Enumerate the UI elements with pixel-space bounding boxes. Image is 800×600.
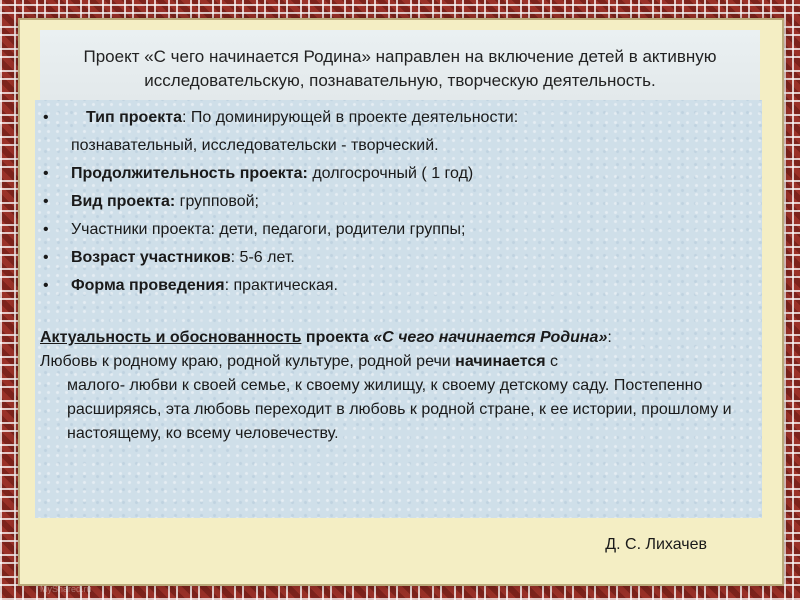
property-label: Возраст участников <box>71 249 231 266</box>
property-value: групповой; <box>175 193 259 210</box>
project-properties-list <box>40 106 762 130</box>
property-label: Вид проекта: <box>71 193 176 210</box>
relevance-underlined: Актуальность и обоснованность <box>40 329 302 346</box>
property-value: Участники проекта: дети, педагоги, родители группы; <box>71 221 466 238</box>
quote-author: Д. С. Лихачев <box>605 536 707 553</box>
property-value: По доминирующей в проекте деятельности: <box>186 109 519 126</box>
list-item-form: • Форма проведения: практическая. <box>40 274 762 298</box>
bullet-icon: • <box>43 249 49 266</box>
property-value: практическая. <box>229 277 338 294</box>
relevance-heading: Актуальность и обоснованность проекта «С чего начинается Родина»: <box>40 329 612 346</box>
project-type-continuation: познавательный, исследовательски - творческий. <box>71 137 439 154</box>
property-label: Форма проведения <box>71 277 225 294</box>
slide-content <box>35 100 762 518</box>
bullet-icon: • <box>43 109 49 126</box>
property-value: 5-6 лет. <box>235 249 295 266</box>
slide-header <box>40 30 760 108</box>
list-item-project-type: • Тип проекта: По доминирующей в проекте деятельности: <box>40 106 762 130</box>
list-item-participants <box>40 218 762 242</box>
header-text: Проект «С чего начинается Родина» направлен на включение детей в активную исследовательскую, познавательную, творческую деятельность. <box>83 47 717 90</box>
property-value: долгосрочный ( 1 год) <box>307 165 474 182</box>
project-properties-list-rest <box>40 162 762 298</box>
bullet-icon: • <box>43 165 49 182</box>
bullet-icon: • <box>43 221 49 238</box>
quote-rest: малого- любви к своей семье, к своему жилищу, к своему детскому саду. Постепенно расширяясь, эта любовь переходит в любовь к родной стране, к ее истории, прошлому и настоящему, ко всему человечеству. <box>67 377 732 442</box>
likhachev-quote: Любовь к родному краю, родной культуре, родной речи начинается с малого- любви к своей семье, к своему жилищу, к своему детскому саду. Постепенно расширяясь, эта любовь переходит в любовь к родной стране, к ее истории, прошлому и настоящему, ко всему человечеству. <box>40 350 762 446</box>
list-item-age: • Возраст участников: 5-6 лет. <box>40 246 762 270</box>
property-label: Тип проекта <box>86 109 182 126</box>
property-label: Продолжительность проекта: <box>71 165 308 182</box>
bullet-icon: • <box>43 193 49 210</box>
watermark: MyShared.ru <box>40 584 92 594</box>
bullet-icon: • <box>43 277 49 294</box>
list-item-duration <box>40 162 762 186</box>
list-item-kind <box>40 190 762 214</box>
relevance-project-name: «С чего начинается Родина» <box>373 329 608 346</box>
slide <box>20 20 782 584</box>
